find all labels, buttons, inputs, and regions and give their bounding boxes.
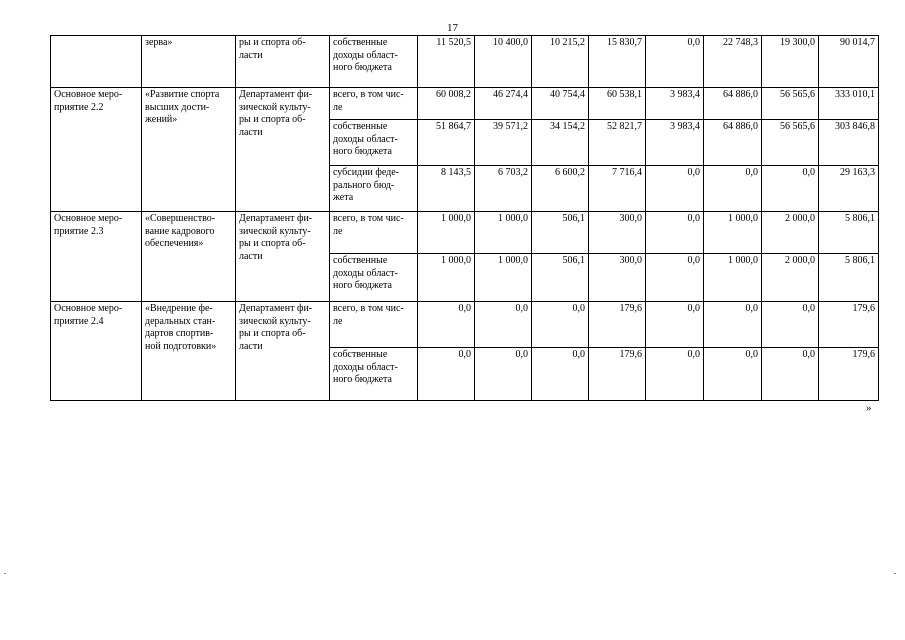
value-cell: 10 215,2	[532, 36, 589, 88]
value-cell: 0,0	[704, 166, 762, 212]
value-cell: 3 983,4	[646, 88, 704, 120]
value-cell: 1 000,0	[418, 212, 475, 254]
value-cell: 52 821,7	[589, 120, 646, 166]
page-number: 17	[447, 22, 458, 34]
table-row	[51, 36, 879, 88]
table-row	[51, 88, 879, 120]
value-cell: 0,0	[762, 166, 819, 212]
value-cell: 0,0	[532, 302, 589, 348]
value-cell: 333 010,1	[819, 88, 879, 120]
value-cell: 179,6	[589, 302, 646, 348]
table-row	[51, 302, 879, 348]
value-cell: 64 886,0	[704, 88, 762, 120]
value-cell: 5 806,1	[819, 212, 879, 254]
value-cell: 0,0	[762, 302, 819, 348]
value-cell: 0,0	[475, 348, 532, 401]
value-cell: 0,0	[646, 36, 704, 88]
value-cell: 0,0	[418, 348, 475, 401]
value-cell: 46 274,4	[475, 88, 532, 120]
scan-speck	[4, 573, 6, 574]
closing-quote: »	[866, 402, 872, 414]
value-cell: 6 600,2	[532, 166, 589, 212]
value-cell: 179,6	[589, 348, 646, 401]
value-cell: 56 565,6	[762, 120, 819, 166]
value-cell: 1 000,0	[475, 254, 532, 302]
funding-source-cell: субсидии феде- рального бюд- жета	[330, 166, 418, 212]
value-cell: 90 014,7	[819, 36, 879, 88]
value-cell: 15 830,7	[589, 36, 646, 88]
value-cell: 7 716,4	[589, 166, 646, 212]
value-cell: 300,0	[589, 212, 646, 254]
value-cell: 22 748,3	[704, 36, 762, 88]
value-cell: 0,0	[646, 212, 704, 254]
value-cell: 51 864,7	[418, 120, 475, 166]
funding-source-cell: собственные доходы област- ного бюджета	[330, 348, 418, 401]
value-cell: 303 846,8	[819, 120, 879, 166]
funding-source-cell: собственные доходы област- ного бюджета	[330, 254, 418, 302]
value-cell: 64 886,0	[704, 120, 762, 166]
value-cell: 0,0	[646, 348, 704, 401]
funding-source-cell: всего, в том чис- ле	[330, 212, 418, 254]
value-cell: 0,0	[532, 348, 589, 401]
value-cell: 1 000,0	[704, 254, 762, 302]
event-cell: Основное меро- приятие 2.2	[51, 88, 142, 212]
funding-source-cell: собственные доходы област- ного бюджета	[330, 36, 418, 88]
value-cell: 11 520,5	[418, 36, 475, 88]
value-cell: 60 538,1	[589, 88, 646, 120]
value-cell: 40 754,4	[532, 88, 589, 120]
value-cell: 8 143,5	[418, 166, 475, 212]
event-name-cell: «Развитие спорта высших дости- жений»	[142, 88, 236, 212]
value-cell: 506,1	[532, 212, 589, 254]
value-cell: 1 000,0	[704, 212, 762, 254]
value-cell: 1 000,0	[418, 254, 475, 302]
executor-cell: Департамент фи- зической культу- ры и спорта об- ласти	[236, 212, 330, 302]
funding-source-cell: всего, в том чис- ле	[330, 88, 418, 120]
funding-source-cell: всего, в том чис- ле	[330, 302, 418, 348]
event-cell: Основное меро- приятие 2.3	[51, 212, 142, 302]
funding-source-cell: собственные доходы област- ного бюджета	[330, 120, 418, 166]
value-cell: 3 983,4	[646, 120, 704, 166]
executor-cell: Департамент фи- зической культу- ры и спорта об- ласти	[236, 88, 330, 212]
value-cell: 0,0	[646, 254, 704, 302]
value-cell: 60 008,2	[418, 88, 475, 120]
value-cell: 0,0	[704, 302, 762, 348]
value-cell: 1 000,0	[475, 212, 532, 254]
value-cell: 0,0	[646, 166, 704, 212]
event-cell: Основное меро- приятие 2.4	[51, 302, 142, 401]
value-cell: 0,0	[646, 302, 704, 348]
value-cell: 0,0	[475, 302, 532, 348]
event-name-cell: зерва»	[142, 36, 236, 88]
table-row	[51, 212, 879, 254]
value-cell: 19 300,0	[762, 36, 819, 88]
event-cell	[51, 36, 142, 88]
value-cell: 300,0	[589, 254, 646, 302]
executor-cell: Департамент фи- зической культу- ры и спорта об- ласти	[236, 302, 330, 401]
budget-table	[50, 35, 879, 401]
value-cell: 10 400,0	[475, 36, 532, 88]
event-name-cell: «Внедрение фе- деральных стан- дартов спортив- ной подготовки»	[142, 302, 236, 401]
value-cell: 56 565,6	[762, 88, 819, 120]
event-name-cell: «Совершенство- вание кадрового обеспечения»	[142, 212, 236, 302]
value-cell: 0,0	[704, 348, 762, 401]
value-cell: 179,6	[819, 302, 879, 348]
scan-speck	[894, 573, 896, 574]
value-cell: 5 806,1	[819, 254, 879, 302]
value-cell: 0,0	[762, 348, 819, 401]
value-cell: 179,6	[819, 348, 879, 401]
value-cell: 29 163,3	[819, 166, 879, 212]
value-cell: 506,1	[532, 254, 589, 302]
value-cell: 0,0	[418, 302, 475, 348]
value-cell: 39 571,2	[475, 120, 532, 166]
executor-cell: ры и спорта об- ласти	[236, 36, 330, 88]
value-cell: 2 000,0	[762, 212, 819, 254]
value-cell: 34 154,2	[532, 120, 589, 166]
value-cell: 2 000,0	[762, 254, 819, 302]
value-cell: 6 703,2	[475, 166, 532, 212]
